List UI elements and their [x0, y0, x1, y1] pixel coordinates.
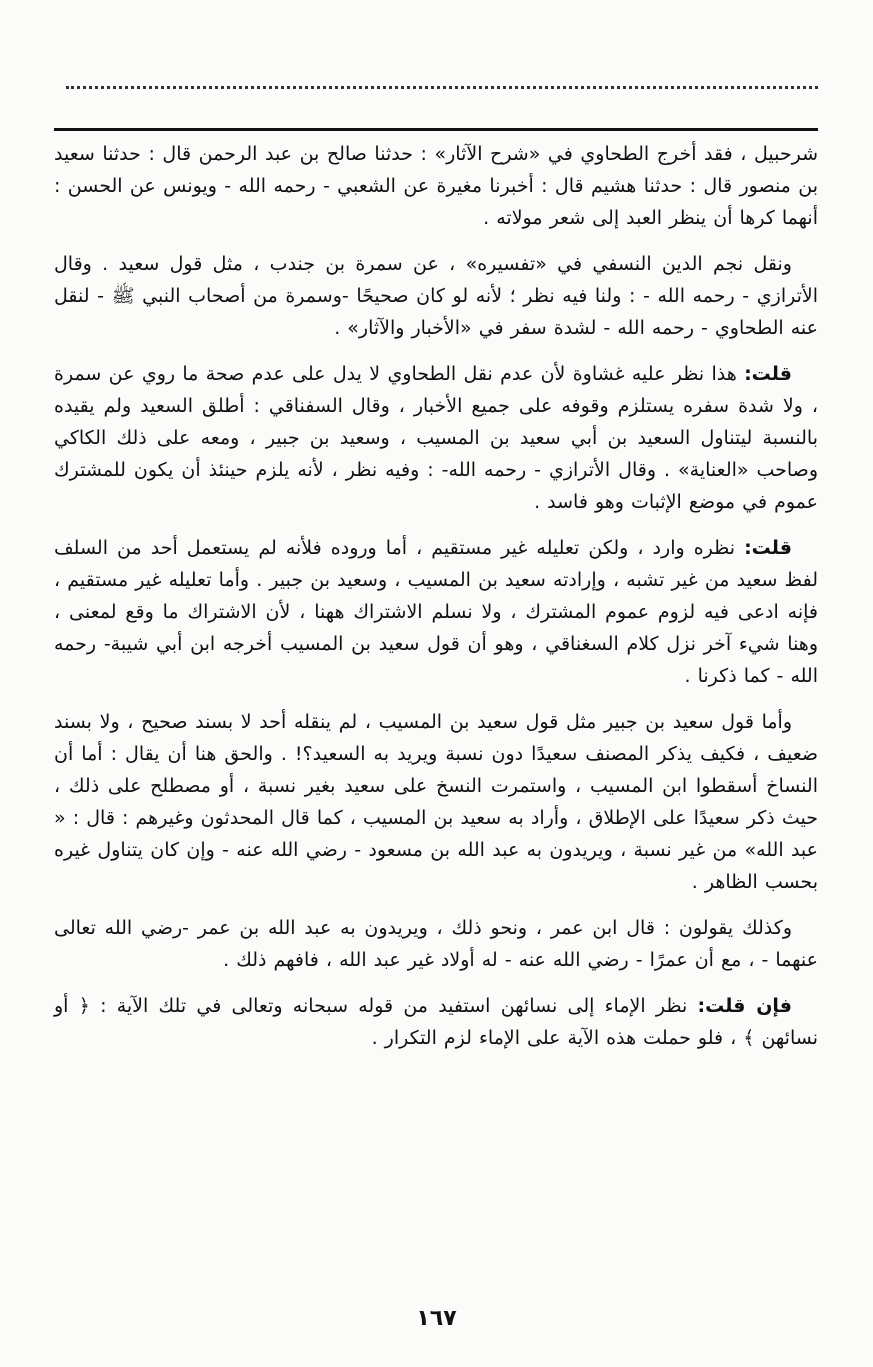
header-dotted-rule	[66, 86, 818, 89]
paragraph-7-lead: فإن قلت:	[697, 995, 792, 1017]
paragraph-1-text: شرحبيل ، فقد أخرج الطحاوي في «شرح الآثار» : حدثنا صالح بن عبد الرحمن قال : حدثنا سعيد بن منصور قال : حدثنا هشيم قال : أخبرنا مغيرة عن الشعبي - رحمه الله - ويونس عن الحسن : أنهما كرها أن ينظر العبد إلى شعر مولاته .	[54, 143, 818, 229]
paragraph-4	[54, 532, 818, 692]
paragraph-4-text: نظره وارد ، ولكن تعليله غير مستقيم ، أما وروده فلأنه لم يستعمل أحد من السلف لفظ سعيد من غير تشبه ، وإرادته سعيد بن المسيب ، وسعيد بن جبير . وأما تعليله غير مستقيم ، فإنه ادعى فيه لزوم عموم المشترك ، ولا نسلم الاشتراك ههنا ، لأن الاشتراك ما وقع لمعنى ، وهنا شيء آخر نزل كلام السغناقي ، وهو أن قول سعيد بن المسيب أخرجه ابن أبي شيبة- رحمه الله - كما ذكرنا .	[54, 537, 818, 687]
paragraph-7	[54, 990, 818, 1054]
footnote-separator-rule	[54, 128, 818, 131]
paragraph-5-text: وأما قول سعيد بن جبير مثل قول سعيد بن المسيب ، لم ينقله أحد لا بسند صحيح ، ولا بسند ضعيف ، فكيف يذكر المصنف سعيدًا دون نسبة ويريد به السعيد؟! . والحق هنا أن يقال : أما أن النساخ أسقطوا ابن المسيب ، واستمرت النسخ على سعيد بغير نسبة ، أو مصطلح على ذلك ، حيث ذكر سعيدًا على الإطلاق ، وأراد به سعيد بن المسيب ، كما قال المحدثون وغيرهم : قال : « عبد الله» من غير نسبة ، ويريدون به عبد الله بن مسعود - رضي الله عنه - وإن كان يتناول غيره بحسب الظاهر .	[54, 711, 818, 893]
paragraph-3	[54, 358, 818, 518]
paragraph-2-text: ونقل نجم الدين النسفي في «تفسيره» ، عن سمرة بن جندب ، مثل قول سعيد . وقال الأترازي - رحمه الله - : ولنا فيه نظر ؛ لأنه لو كان صحيحًا -وسمرة من أصحاب النبي ﷺ - لنقل عنه الطحاوي - رحمه الله - لشدة سفر في «الأخبار والآثار» .	[54, 253, 818, 339]
paragraph-5	[54, 706, 818, 898]
paragraph-2	[54, 248, 818, 344]
paragraph-6-text: وكذلك يقولون : قال ابن عمر ، ونحو ذلك ، ويريدون به عبد الله بن عمر -رضي الله تعالى عنهما - ، مع أن عمرًا - رضي الله عنه - له أولاد غير عبد الله ، فافهم ذلك .	[54, 917, 818, 971]
paragraph-3-text: هذا نظر عليه غشاوة لأن عدم نقل الطحاوي لا يدل على عدم صحة ما روي عن سمرة ، ولا شدة سفره يستلزم وقوفه على جميع الأخبار ، وقال السفناقي : أطلق السعيد ولم يقيده بالنسبة ليتناول السعيد بن أبي سعيد بن المسيب ، وسعيد بن جبير ، ومعه على ذلك الكاكي وصاحب «العناية» . وقال الأترازي - رحمه الله- : وفيه نظر ، لأنه يلزم حينئذ أن يكون للمشترك عموم في موضع الإثبات وهو فاسد .	[54, 363, 818, 513]
page-number: ١٦٧	[416, 1306, 457, 1331]
paragraph-7-text: نظر الإماء إلى نسائهن استفيد من قوله سبحانه وتعالى في تلك الآية : ﴿ أو نسائهن ﴾ ، فلو حملت هذه الآية على الإماء لزم التكرار .	[54, 995, 818, 1049]
paragraph-6	[54, 912, 818, 976]
page-body	[54, 138, 818, 1068]
paragraph-4-lead: قلت:	[744, 537, 792, 559]
paragraph-3-lead: قلت:	[744, 363, 792, 385]
paragraph-1	[54, 138, 818, 234]
